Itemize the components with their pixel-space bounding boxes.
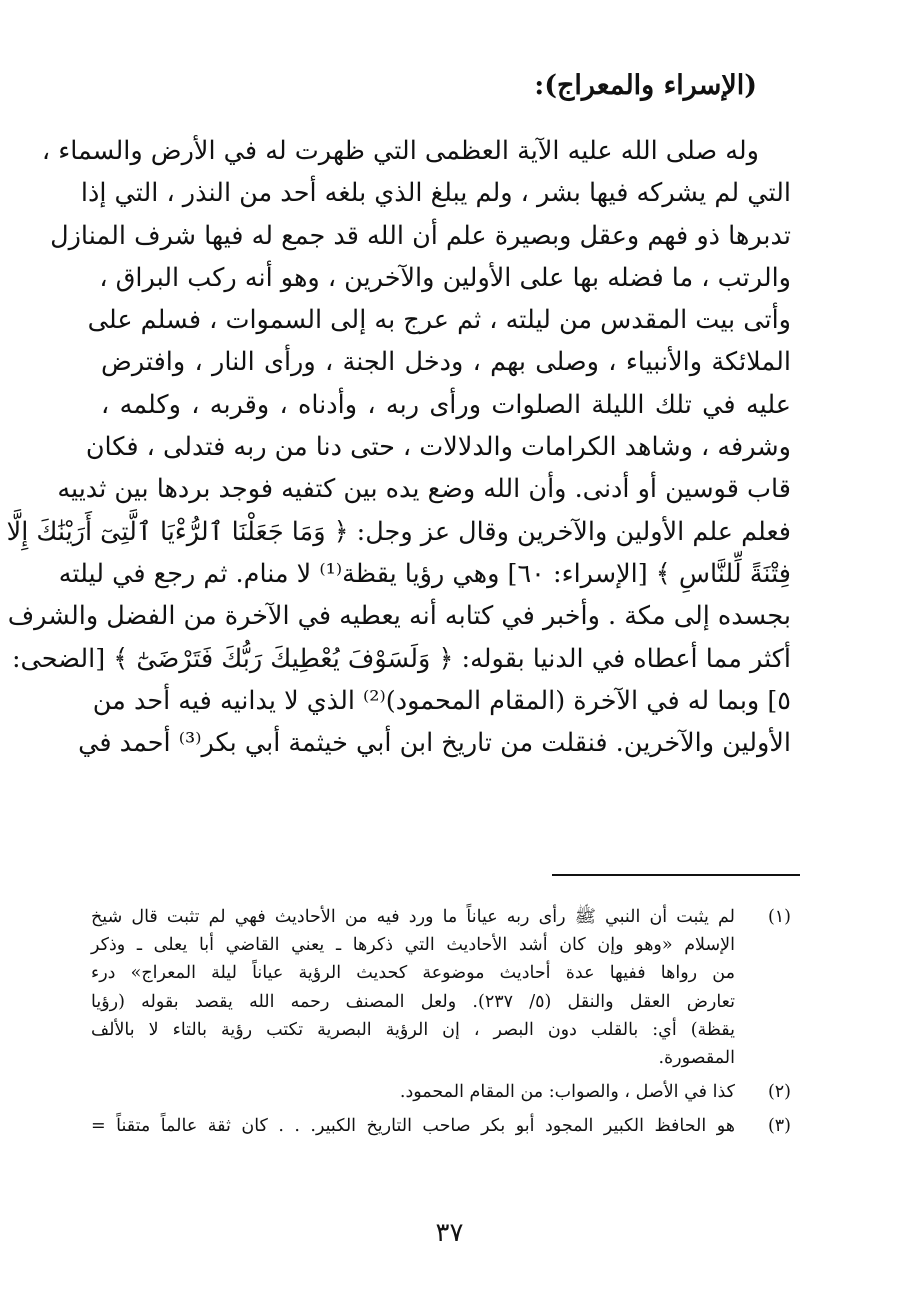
text-line: وله صلى الله عليه الآية العظمى التي ظهرت له في الأرض والسماء ، [41, 136, 759, 166]
text-line: قاب قوسين أو أدنى. وأن الله وضع يده بين كتفيه فوجد بردها بين ثدييه [57, 474, 791, 505]
footnote-line: يقظة) أي: بالقلب دون البصر ، إن الرؤية البصرية تكتب رؤية بالتاء لا بالألف [91, 1019, 735, 1040]
footnote-line: تعارض العقل والنقل (٥/ ٢٣٧). ولعل المصنف رحمه الله يقصد بقوله (رؤيا [91, 991, 735, 1012]
footnote-number: (٢) [767, 1082, 791, 1103]
text-line: أكثر مما أعطاه في الدنيا بقوله: ﴿ وَلَسَوْفَ يُعْطِيكَ رَبُّكَ فَتَرْضَىٰٓ ﴾ [الضحى: [11, 643, 791, 674]
text-line: تدبرها ذو فهم وعقل وبصيرة علم أن الله قد جمع له فيها شرف المنازل [50, 220, 791, 251]
text-line: الأولين والآخرين. فنقلت من تاريخ ابن أبي خيثمة أبي بكر⁽³⁾ أحمد في [78, 728, 791, 759]
section-heading: (الإسراء والمعراج): [534, 70, 757, 101]
text-line: والرتب ، ما فضله بها على الأولين والآخرين ، وهو أنه ركب البراق ، [99, 262, 791, 293]
footnote-number: (١) [767, 907, 791, 927]
text-line: الملائكة والأنبياء ، وصلى بهم ، ودخل الجنة ، ورأى النار ، وافترض [101, 347, 791, 378]
footnote-line: كذا في الأصل ، والصواب: من المقام المحمود. [399, 1082, 735, 1103]
footnote [91, 1078, 791, 1106]
text-line: التي لم يشركه فيها بشر ، ولم يبلغ الذي بلغه أحد من النذر ، التي إذا [80, 178, 791, 209]
text-line: بجسده إلى مكة . وأخبر في كتابه أنه يعطيه في الآخرة من الفضل والشرف [7, 601, 791, 632]
footnote-separator [552, 874, 800, 876]
page-number: ٣٧ [435, 1218, 464, 1248]
text-line: وشرفه ، وشاهد الكرامات والدلالات ، حتى دنا من ربه فتدلى ، فكان [85, 432, 791, 463]
footnote [91, 903, 791, 1072]
text-line: وأتى بيت المقدس من ليلته ، ثم عرج به إلى السموات ، فسلم على [87, 305, 791, 336]
text-line: عليه في تلك الليلة الصلوات ورأى ربه ، وأدناه ، وقربه ، وكلمه ، [101, 389, 791, 420]
footnotes [91, 903, 791, 1141]
footnote [91, 1112, 791, 1140]
footnote-number: (٣) [767, 1116, 791, 1137]
text-line: ٥] وبما له في الآخرة (المقام المحمود)⁽²⁾ الذي لا يدانيه فيه أحد من [92, 685, 791, 716]
footnote-line: لم يثبت أن النبي ﷺ رأى ربه عياناً ما ورد فيه من الأحاديث فهي لم تثبت قال شيخ [91, 907, 735, 927]
text-line: فِتْنَةً لِّلنَّاسِ ﴾ [الإسراء: ٦٠] وهي رؤيا يقظة⁽¹⁾ لا منام. ثم رجع في ليلته [58, 558, 791, 589]
text-line: فعلم علم الأولين والآخرين وقال عز وجل: ﴿ وَمَا جَعَلْنَا ٱلرُّءْيَا ٱلَّتِىٓ أَرَيْنَٰكَ إِلَّا [6, 516, 791, 547]
footnote-line: المقصورة. [658, 1047, 735, 1068]
footnote-line: هو الحافظ الكبير المجود أبو بكر صاحب التاريخ الكبير. . . كان ثقة عالماً متقناً = [91, 1116, 735, 1137]
main-text [6, 130, 791, 764]
footnote-line: الإسلام «وهو وإن كان أشد الأحاديث التي ذكرها ـ يعني القاضي أبا يعلى ـ وذكر [91, 935, 735, 956]
footnote-line: من رواها ففيها عدة أحاديث موضوعة كحديث الرؤية عياناً ليلة المعراج» درء [91, 963, 735, 984]
